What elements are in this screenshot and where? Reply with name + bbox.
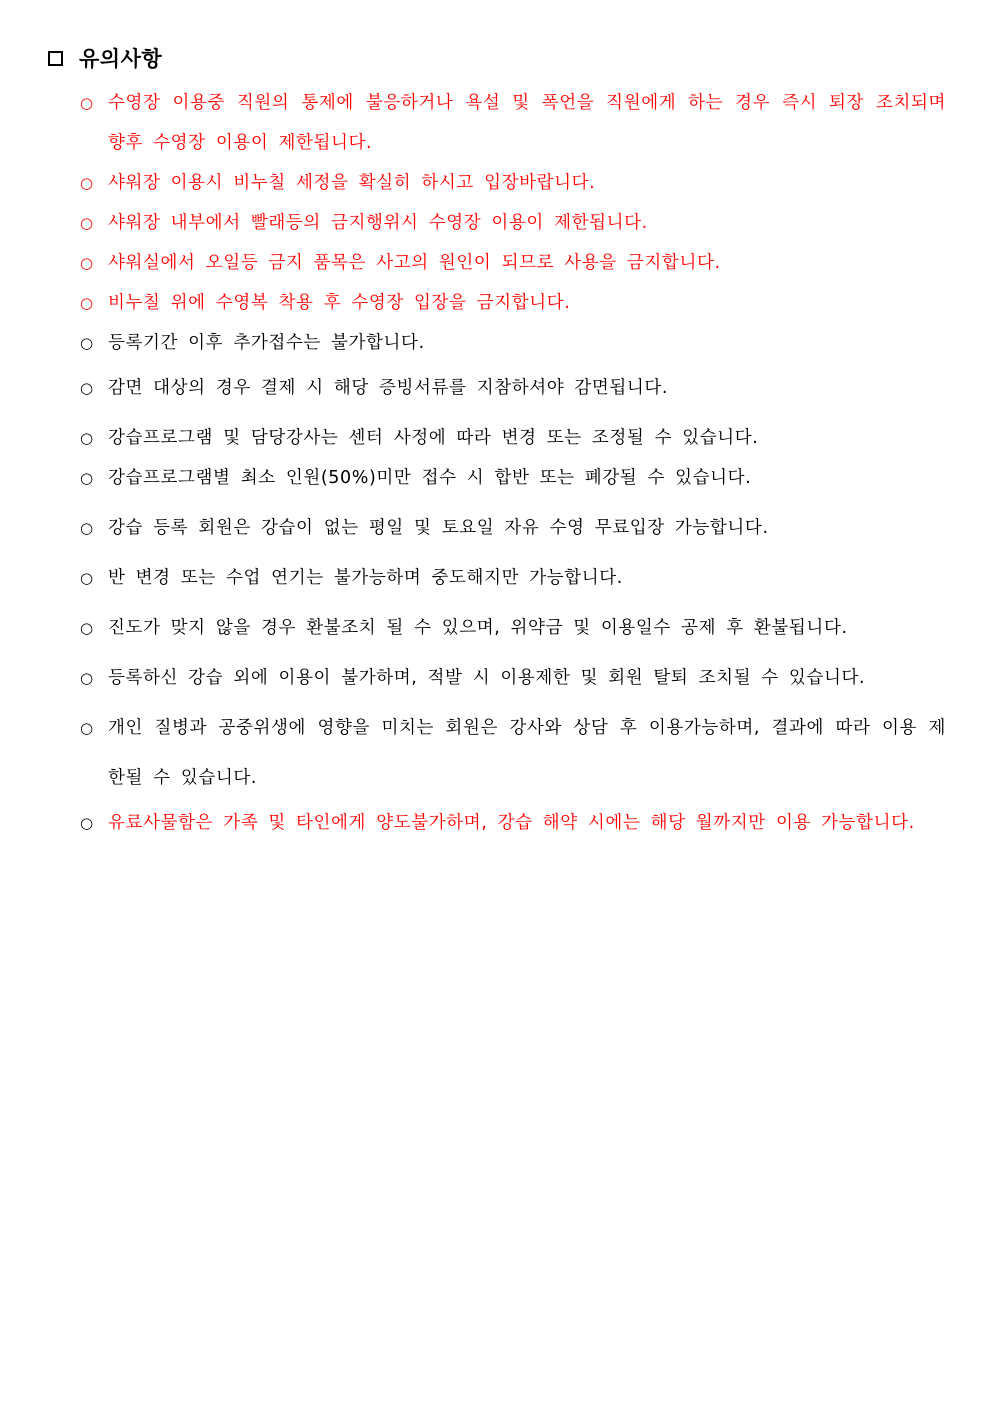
notice-text: 반 변경 또는 수업 연기는 불가능하며 중도해지만 가능합니다. <box>108 568 623 588</box>
circle-bullet-icon: ○ <box>80 379 94 397</box>
circle-bullet-icon: ○ <box>80 254 94 272</box>
notice-text: 개인 질병과 공중위생에 영향을 미치는 회원은 강사와 상담 후 이용가능하며, 결과에 따라 이용 제한될 수 있습니다. <box>108 718 946 788</box>
circle-bullet-icon: ○ <box>80 669 94 687</box>
notice-text: 감면 대상의 경우 결제 시 해당 증빙서류를 지참하셔야 감면됩니다. <box>108 378 669 398</box>
circle-bullet-icon: ○ <box>80 334 94 352</box>
circle-bullet-icon: ○ <box>80 569 94 587</box>
circle-bullet-icon: ○ <box>80 294 94 312</box>
circle-bullet-icon: ○ <box>80 214 94 232</box>
circle-bullet-icon: ○ <box>80 94 94 112</box>
notice-text: 유료사물함은 가족 및 타인에게 양도불가하며, 강습 해약 시에는 해당 월까지만 이용 가능합니다. <box>108 813 915 833</box>
circle-bullet-icon: ○ <box>80 719 94 737</box>
notice-text: 샤워장 이용시 비누칠 세정을 확실히 하시고 입장바랍니다. <box>108 173 596 193</box>
circle-bullet-icon: ○ <box>80 519 94 537</box>
notice-text: 샤워장 내부에서 빨래등의 금지행위시 수영장 이용이 제한됩니다. <box>108 213 648 233</box>
circle-bullet-icon: ○ <box>80 814 94 832</box>
circle-bullet-icon: ○ <box>80 174 94 192</box>
notice-text: 비누칠 위에 수영복 착용 후 수영장 입장을 금지합니다. <box>108 293 571 313</box>
notice-text: 등록하신 강습 외에 이용이 불가하며, 적발 시 이용제한 및 회원 탈퇴 조치될 수 있습니다. <box>108 668 866 688</box>
notice-text: 샤워실에서 오일등 금지 품목은 사고의 원인이 되므로 사용을 금지합니다. <box>108 253 721 273</box>
notice-text: 강습프로그램 및 담당강사는 센터 사정에 따라 변경 또는 조정될 수 있습니다. <box>108 428 759 448</box>
notice-text: 수영장 이용중 직원의 통제에 불응하거나 욕설 및 폭언을 직원에게 하는 경우 즉시 퇴장 조치되며 향후 수영장 이용이 제한됩니다. <box>108 93 946 153</box>
checkbox-square-icon <box>48 51 63 66</box>
notice-text: 등록기간 이후 추가접수는 불가합니다. <box>108 333 425 353</box>
circle-bullet-icon: ○ <box>80 469 94 487</box>
notice-text: 강습프로그램별 최소 인원(50%)미만 접수 시 합반 또는 폐강될 수 있습니다. <box>108 468 752 488</box>
notice-text: 진도가 맞지 않을 경우 환불조치 될 수 있으며, 위약금 및 이용일수 공제 후 환불됩니다. <box>108 618 848 638</box>
notice-text: 강습 등록 회원은 강습이 없는 평일 및 토요일 자유 수영 무료입장 가능합니다. <box>108 518 769 538</box>
circle-bullet-icon: ○ <box>80 619 94 637</box>
section-title: 유의사항 <box>79 47 163 71</box>
section-heading <box>48 42 162 74</box>
circle-bullet-icon: ○ <box>80 429 94 447</box>
